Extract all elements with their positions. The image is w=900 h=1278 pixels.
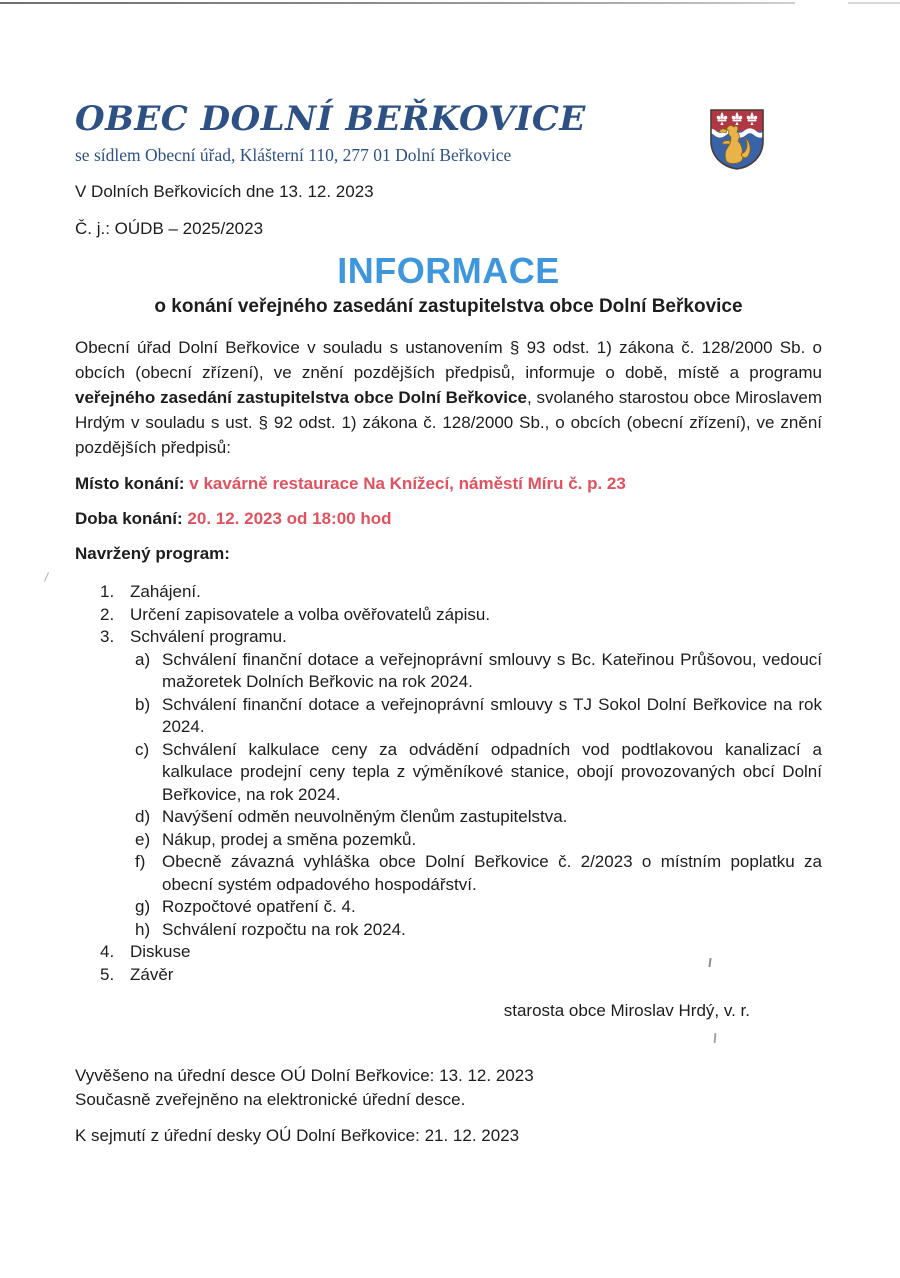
intro-text-bold: veřejného zasedání zastupitelstva obce Dolní Beřkovice — [75, 388, 527, 407]
list-subitem — [135, 649, 822, 694]
list-subitem-text: Navýšení odměn neuvolněným členům zastupitelstva. — [162, 807, 568, 826]
list-item-text: Zahájení. — [130, 582, 201, 601]
list-item-text: Schválení programu. — [130, 627, 287, 646]
list-subitem-marker: c) — [135, 739, 150, 759]
list-subitem-text: Nákup, prodej a směna pozemků. — [162, 829, 417, 849]
list-subitem-marker: h) — [135, 919, 151, 939]
list-item-text: Určení zapisovatele a volba ověřovatelů zápisu. — [130, 604, 491, 624]
document-content — [75, 98, 822, 1148]
municipality-address: se sídlem Obecní úřad, Klášterní 110, 277 01 Dolní Beřkovice — [75, 145, 512, 165]
list-subitem — [135, 851, 822, 896]
list-subitem-text: Obecně závazná vyhláška obce Dolní Beřkovice č. 2/2023 o místním poplatku za obecní systém odpadového hospodářství. — [162, 852, 822, 894]
list-subitem — [135, 739, 822, 807]
list-subitem-text: Schválení finanční dotace a veřejnoprávní smlouvy s TJ Sokol Dolní Beřkovice na rok 2024. — [162, 694, 822, 736]
posted-date-line: Vyvěšeno na úřední desce OÚ Dolní Beřkovice: 13. 12. 2023 — [75, 1066, 534, 1085]
list-subitem-text: Schválení rozpočtu na rok 2024. — [162, 919, 406, 939]
coat-of-arms-icon — [707, 106, 767, 172]
electronic-board-line: Současně zveřejněno na elektronické úřední desce. — [75, 1090, 466, 1109]
list-subitem — [135, 694, 822, 739]
notice-subtitle: o konání veřejného zasedání zastupitelstva obce Dolní Beřkovice — [154, 296, 743, 317]
list-subitem — [135, 829, 822, 852]
mayor-signature-line: starosta obce Miroslav Hrdý, v. r. — [503, 1001, 750, 1020]
meeting-time-value: 20. 12. 2023 od 18:00 hod — [187, 509, 392, 528]
meeting-place-line — [75, 473, 822, 495]
reference-number-line: Č. j.: OÚDB – 2025/2023 — [75, 219, 264, 238]
list-subitem-marker: a) — [135, 649, 151, 669]
list-item-marker: 2. — [100, 604, 115, 624]
list-item-marker: 5. — [100, 964, 115, 984]
notice-title: INFORMACE — [337, 250, 560, 291]
list-subitem-marker: e) — [135, 829, 151, 849]
list-item — [100, 941, 822, 964]
list-subitem — [135, 919, 822, 942]
meeting-time-label: Doba konání: — [75, 509, 183, 528]
list-item — [100, 964, 822, 987]
list-subitem-marker: b) — [135, 694, 151, 714]
list-item-text: Závěr — [130, 964, 174, 984]
list-subitem-marker: g) — [135, 897, 151, 916]
list-subitem-text: Schválení kalkulace ceny za odvádění odpadních vod podtlakovou kanalizací a kalkulace prodejní ceny tepla z výměníkové stanice, obojí provozovaných obcí Dolní Beřkovice, na rok 2024. — [162, 739, 822, 804]
list-item-marker: 1. — [100, 582, 115, 601]
list-subitem-text: Rozpočtové opatření č. 4. — [162, 897, 356, 916]
scan-artifact — [44, 572, 49, 582]
meeting-time-line — [75, 508, 822, 530]
intro-text-part1: Obecní úřad Dolní Beřkovice v souladu s ustanovením § 93 odst. 1) zákona č. 128/2000 Sb. o obcích (obecní zřízení), ve znění pozdějších předpisů, informuje o době, místě a programu — [75, 338, 822, 382]
list-item — [100, 581, 822, 604]
list-item — [100, 604, 822, 627]
municipality-name: OBEC DOLNÍ BEŘKOVICE — [75, 99, 586, 139]
list-item — [100, 626, 822, 649]
list-subitem — [135, 806, 822, 829]
document-date-line: V Dolních Beřkovicích dne 13. 12. 2023 — [75, 182, 374, 201]
scan-artifact-top-line — [0, 2, 795, 4]
list-item-marker: 3. — [100, 627, 115, 646]
program-heading: Navržený program: — [75, 544, 230, 563]
meeting-place-label: Místo konání: — [75, 474, 185, 493]
list-subitem-marker: d) — [135, 807, 151, 826]
agenda-list — [75, 581, 822, 986]
removal-date-line: K sejmutí z úřední desky OÚ Dolní Beřkovice: 21. 12. 2023 — [75, 1126, 520, 1145]
list-item-marker: 4. — [100, 942, 115, 961]
posting-footer — [75, 1064, 822, 1148]
list-subitem — [135, 896, 822, 919]
list-subitem-marker: f) — [135, 852, 146, 871]
list-subitem-text: Schválení finanční dotace a veřejnoprávní smlouvy s Bc. Kateřinou Průšovou, vedoucí mažoretek Dolních Beřkovic na rok 2024. — [162, 649, 822, 691]
meeting-place-value: v kavárně restaurace Na Knížecí, náměstí Míru č. p. 23 — [189, 474, 626, 493]
list-item-text: Diskuse — [130, 942, 191, 961]
intro-paragraph — [75, 335, 822, 460]
scan-artifact-top-line — [848, 2, 900, 4]
intro-text-part2: , svolaného starostou obce Miroslavem Hrdým v souladu s ust. § 92 odst. 1) zákona č. 128/2000 Sb., o obcích (obecní zřízení), ve znění pozdějších předpisů: — [75, 388, 823, 457]
